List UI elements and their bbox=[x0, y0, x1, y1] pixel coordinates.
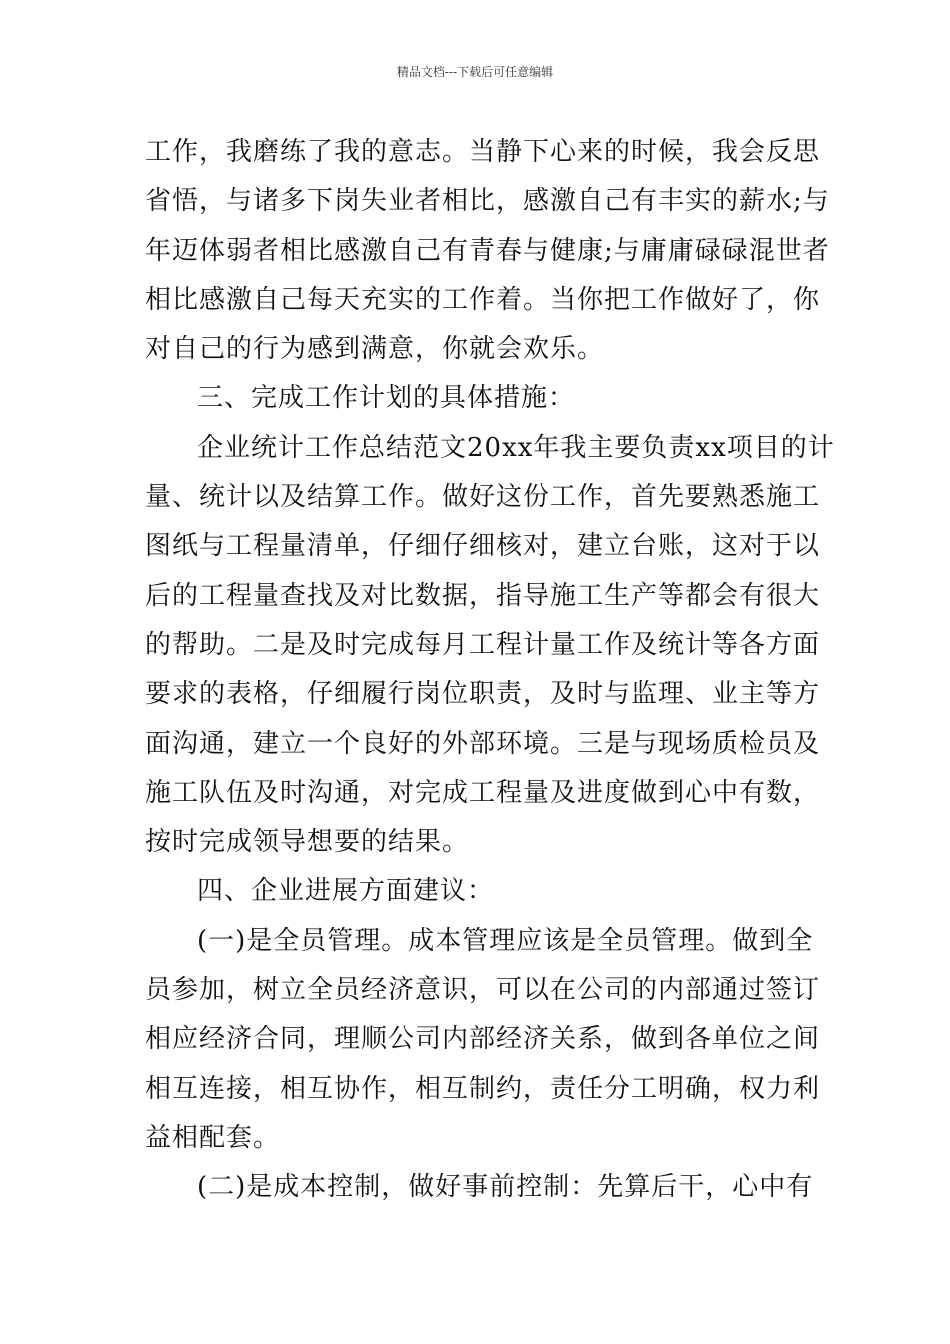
text-line: (二)是成本控制，做好事前控制：先算后干，心中有 bbox=[197, 1172, 814, 1203]
text-line: 企业统计工作总结范文20xx年我主要负责xx项目的计 bbox=[197, 432, 835, 463]
text-line: 相比感激自己每天充实的工作着。当你把工作做好了，你 bbox=[145, 284, 821, 315]
text-line: 的帮助。二是及时完成每月工程计量工作及统计等各方面 bbox=[145, 629, 821, 660]
text-line: 工作，我磨练了我的意志。当静下心来的时候，我会反思 bbox=[145, 137, 821, 167]
text-line: 后的工程量查找及对比数据，指导施工生产等都会有很大 bbox=[145, 580, 821, 611]
text-line: 按时完成领导想要的结果。 bbox=[145, 827, 470, 858]
text-line: 年迈体弱者相比感激自己有青春与健康;与庸庸碌碌混世者 bbox=[145, 235, 830, 266]
text-line: 要求的表格，仔细履行岗位职责，及时与监理、业主等方 bbox=[145, 679, 821, 710]
text-line: 图纸与工程量清单，仔细仔细核对，建立台账，这对于以 bbox=[145, 531, 821, 562]
text-line: 面沟通，建立一个良好的外部环境。三是与现场质检员及 bbox=[145, 728, 821, 759]
text-line: 对自己的行为感到满意，你就会欢乐。 bbox=[145, 334, 605, 365]
text-line: 相互连接，相互协作，相互制约，责任分工明确，权力利 bbox=[145, 1073, 821, 1104]
text-line: 省悟，与诸多下岗失业者相比，感激自己有丰实的薪水;与 bbox=[145, 186, 830, 217]
text-line: 施工队伍及时沟通，对完成工程量及进度做到心中有数， bbox=[145, 777, 821, 808]
section-heading: 三、完成工作计划的具体措施： bbox=[197, 383, 576, 414]
text-line: 相应经济合同，理顺公司内部经济关系，做到各单位之间 bbox=[145, 1024, 821, 1055]
section-heading: 四、企业进展方面建议： bbox=[197, 876, 495, 907]
text-line: 量、统计以及结算工作。做好这份工作，首先要熟悉施工 bbox=[145, 482, 821, 513]
text-line: 员参加，树立全员经济意识，可以在公司的内部通过签订 bbox=[145, 975, 821, 1006]
document-body bbox=[145, 128, 835, 1213]
text-line: 益相配套。 bbox=[145, 1122, 281, 1153]
text-line: (一)是全员管理。成本管理应该是全员管理。做到全 bbox=[197, 925, 814, 956]
page-header: 精品文档---下载后可任意编辑 bbox=[396, 65, 554, 79]
